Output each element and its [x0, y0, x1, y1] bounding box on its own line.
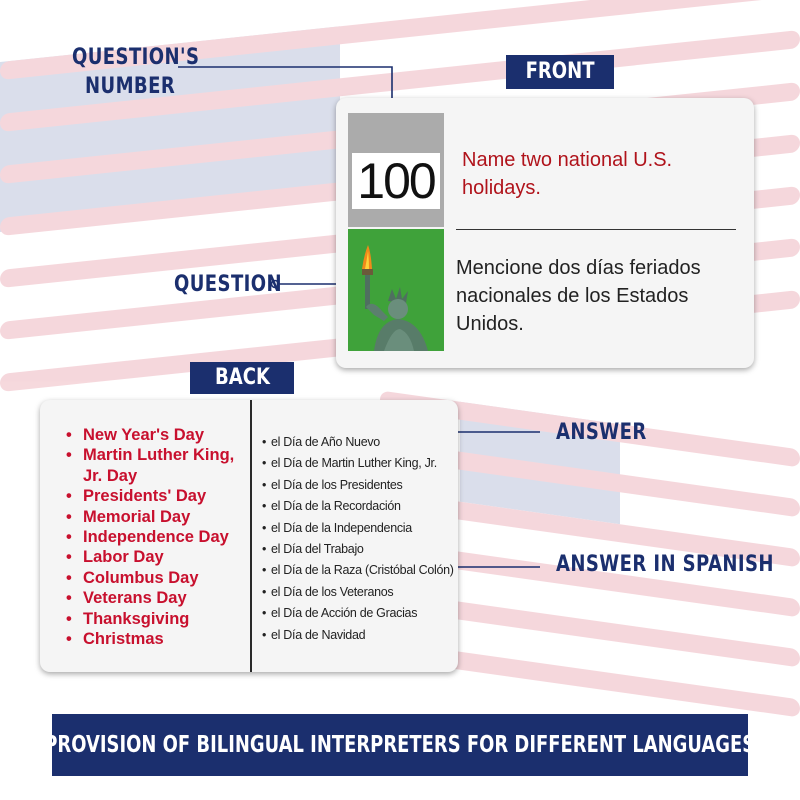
answer-english-item: • Thanksgiving — [66, 609, 243, 629]
answer-spanish-item: • el Día de los Veteranos — [262, 582, 454, 603]
answer-english-item: • Memorial Day — [66, 507, 243, 527]
label-question-number-line1: QUESTION'S — [72, 45, 200, 70]
front-pill: FRONT — [506, 55, 614, 89]
answer-english-item: • Independence Day — [66, 527, 243, 547]
answers-english-list — [66, 425, 243, 649]
answer-english-item: • Christmas — [66, 629, 243, 649]
answer-spanish-item: • el Día de Martin Luther King, Jr. — [262, 453, 454, 474]
footer-text: PROVISION OF BILINGUAL INTERPRETERS FOR DIFFERENT LANGUAGES — [44, 732, 756, 758]
answers-spanish-list — [262, 432, 454, 646]
answer-english-item: • Columbus Day — [66, 568, 243, 588]
front-card — [336, 98, 754, 368]
answer-spanish-item: • el Día de Navidad — [262, 625, 454, 646]
label-question-number-line2: NUMBER — [85, 74, 176, 99]
answer-english-item: • Veterans Day — [66, 588, 243, 608]
answer-english-item: • Presidents' Day — [66, 486, 243, 506]
answer-english-item: • New Year's Day — [66, 425, 243, 445]
question-divider — [456, 229, 736, 230]
back-card-divider — [250, 400, 252, 672]
answer-spanish-item: • el Día de Año Nuevo — [262, 432, 454, 453]
answer-english-item: • Labor Day — [66, 547, 243, 567]
footer-banner — [44, 714, 756, 776]
answer-spanish-item: • el Día del Trabajo — [262, 539, 454, 560]
statue-of-liberty-torch-icon — [348, 229, 444, 351]
label-answer: ANSWER — [556, 420, 647, 445]
answer-spanish-item: • el Día de la Recordación — [262, 496, 454, 517]
answer-english-item: • Martin Luther King, Jr. Day — [66, 445, 243, 486]
label-answer-spanish: ANSWER IN SPANISH — [556, 552, 774, 577]
answer-spanish-item: • el Día de Acción de Gracias — [262, 603, 454, 624]
back-pill: BACK — [190, 362, 294, 394]
answer-spanish-item: • el Día de la Raza (Cristóbal Colón) — [262, 560, 454, 581]
question-number: 100 — [352, 153, 440, 209]
answer-spanish-item: • el Día de la Independencia — [262, 518, 454, 539]
label-question: QUESTION — [174, 272, 283, 297]
back-card — [40, 400, 458, 672]
question-english: Name two national U.S. holidays. — [462, 149, 673, 199]
question-spanish: Mencione dos días feriados nacionales de los Estados Unidos. — [456, 257, 701, 335]
question-number-box — [348, 113, 444, 227]
answer-spanish-item: • el Día de los Presidentes — [262, 475, 454, 496]
